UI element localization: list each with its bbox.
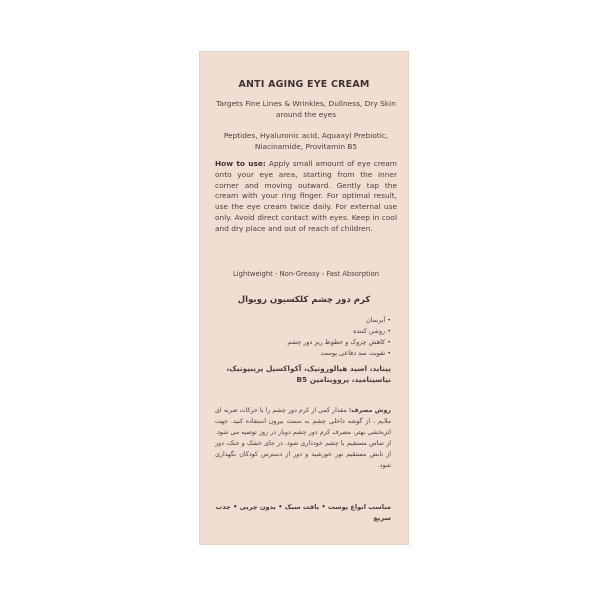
persian-benefit-item: • کاهش چروک و خطوط ریز دور چشم bbox=[217, 337, 391, 348]
persian-title: کرم دور چشم کلکسیون رویوال bbox=[237, 295, 371, 305]
persian-benefits-list bbox=[217, 315, 391, 359]
how-to-use-body: Apply small amount of eye cream onto your eye area, starting from the inner corner and moving outward. Gently tap the cream with your ring finger. For optimal result, use the eye cream twice daily. For external use only. Avoid direct contact with eyes. Keep in cool and dry place and out of reach of children. bbox=[215, 159, 398, 233]
ingredients-text: Peptides, Hyaluronic acid, Aquaxyl Prebiotic, Niacinamide, Provitamin B5 bbox=[223, 131, 389, 151]
persian-ingredients: پپتاید، اسید هیالورونیک، آکواکسیل پریبیوتیک، نیاسینامید، پروویتامین B5 bbox=[226, 364, 391, 384]
product-title: ANTI AGING EYE CREAM bbox=[238, 79, 370, 90]
persian-benefit-item: • تقویت سد دفاعی پوست bbox=[217, 348, 391, 359]
how-to-use-label: How to use: bbox=[215, 159, 266, 168]
persian-usage-text bbox=[215, 405, 391, 471]
targets-text: Targets Fine Lines & Wrinkles, Dullness, Dry Skin around the eyes bbox=[216, 99, 396, 119]
persian-benefit-item: • آبرسان bbox=[217, 315, 391, 326]
product-box-panel bbox=[199, 51, 409, 545]
persian-benefit-item: • روشن کننده bbox=[217, 326, 391, 337]
features-text: Lightweight - Non-Greasy - Fast Absorption bbox=[232, 270, 380, 278]
persian-features: مناسب انواع پوست • بافت سبک • بدون چربی • جذب سریع bbox=[215, 503, 391, 522]
how-to-use-text bbox=[215, 159, 397, 235]
persian-usage-body: مقدار کمی از کرم دور چشم را با حرکات ضربه ای ملایم ، از گوشه داخلی چشم به سمت بیرون استفاده کنید. جهت اثربخشی بهتر، مصرف کرم دور چشم دوبار در روز توصیه می شود. از تماس مستقیم با چشم خودداری شود. در جای خشک و خنک، دور از تابش مستقیم نور خورشید و دور از دسترس کودکان نگهداری شود. bbox=[215, 407, 391, 469]
persian-usage-label: روش مصرف: bbox=[348, 407, 392, 414]
